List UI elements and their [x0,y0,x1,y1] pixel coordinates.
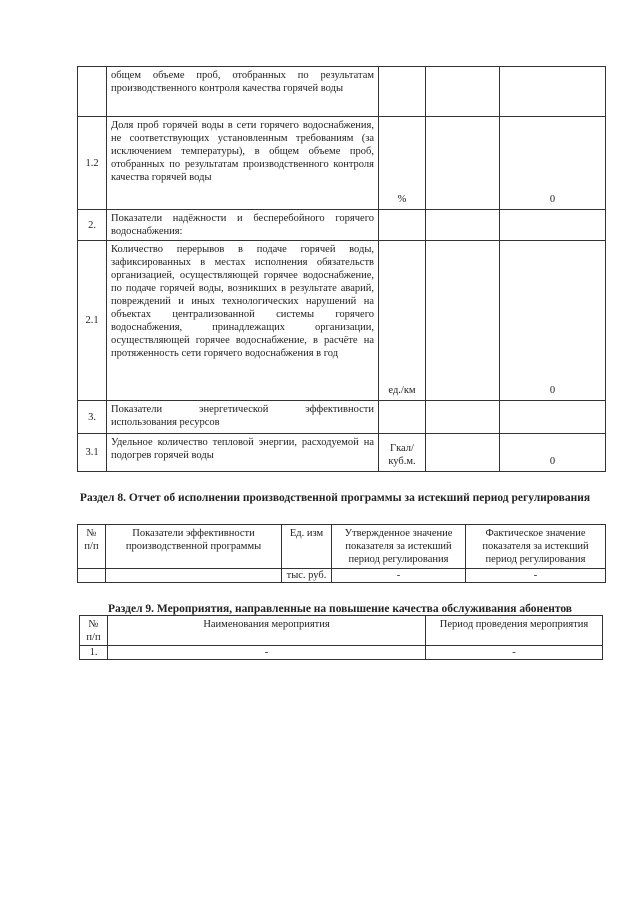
value-cell: 0 [500,434,606,472]
indicator-text: Доля проб горячей воды в сети горячего водоснабжения, не соответствующих установленным требованиям (за исключением температуры), в общем объеме проб, отобранных по результатам производственного контроля качества горячей воды [107,117,379,210]
table-row [80,646,603,660]
table-row [78,210,606,241]
empty-cell [426,210,500,241]
indicator-text: общем объеме проб, отобранных по результатам производственного контроля качества горячей воды [107,67,379,117]
value-cell [500,210,606,241]
indicator-text: Показатели энергетической эффективности использования ресурсов [107,401,379,434]
value-cell: 0 [500,117,606,210]
row-number: 3. [78,401,107,434]
section9-title: Раздел 9. Мероприятия, направленные на повышение качества обслуживания абонентов [107,603,572,615]
header-indicator: Показатели эффективности производственной программы [106,525,282,569]
table-header-row [78,525,606,569]
row-number: 3.1 [78,434,107,472]
table-row [78,401,606,434]
row-number: 1. [80,646,108,660]
empty-cell [426,401,500,434]
empty-cell [426,241,500,401]
row-number [78,569,106,583]
empty-cell [426,117,500,210]
table-row [78,434,606,472]
section8-table [77,524,606,583]
indicator-cell [106,569,282,583]
header-num: № п/п [78,525,106,569]
value-cell [500,67,606,117]
section9-table [79,615,603,660]
header-unit: Ед. изм [282,525,332,569]
table-row [78,67,606,117]
empty-cell [426,434,500,472]
row-number [78,67,107,117]
unit-cell [379,67,426,117]
unit-cell: тыс. руб. [282,569,332,583]
unit-cell: Гкал/ куб.м. [379,434,426,472]
header-num: № п/п [80,616,108,646]
header-actual: Фактическое значение показателя за истекший период регулирования [466,525,606,569]
row-number: 2. [78,210,107,241]
value-cell [500,401,606,434]
table-header-row [80,616,603,646]
section8-title: Раздел 8. Отчет об исполнении производственной программы за истекший период регулирования [79,492,591,504]
table-row [78,241,606,401]
header-name: Наименования мероприятия [108,616,426,646]
header-approved: Утвержденное значение показателя за истекший период регулирования [332,525,466,569]
indicators-table [77,66,606,472]
period-cell: - [426,646,603,660]
name-cell: - [108,646,426,660]
table-row [78,569,606,583]
header-period: Период проведения мероприятия [426,616,603,646]
value-cell: 0 [500,241,606,401]
unit-cell: ед./км [379,241,426,401]
row-number: 2.1 [78,241,107,401]
empty-cell [426,67,500,117]
table-row [78,117,606,210]
row-number: 1.2 [78,117,107,210]
unit-cell [379,401,426,434]
indicator-text: Показатели надёжности и бесперебойного горячего водоснабжения: [107,210,379,241]
unit-cell [379,210,426,241]
indicator-text: Количество перерывов в подаче горячей воды, зафиксированных в местах исполнения обязательств организацией, осуществляющей горячее водоснабжение, по подаче горячей воды, возникших в результате аварий, повреждений и иных технологических нарушений на объектах централизованной системы горячего водоснабжения, принадлежащих организации, осуществляющей горячее водоснабжение, в расчёте на протяженность сети горячего водоснабжения в год [107,241,379,401]
unit-cell: % [379,117,426,210]
approved-cell: - [332,569,466,583]
actual-cell: - [466,569,606,583]
indicator-text: Удельное количество тепловой энергии, расходуемой на подогрев горячей воды [107,434,379,472]
